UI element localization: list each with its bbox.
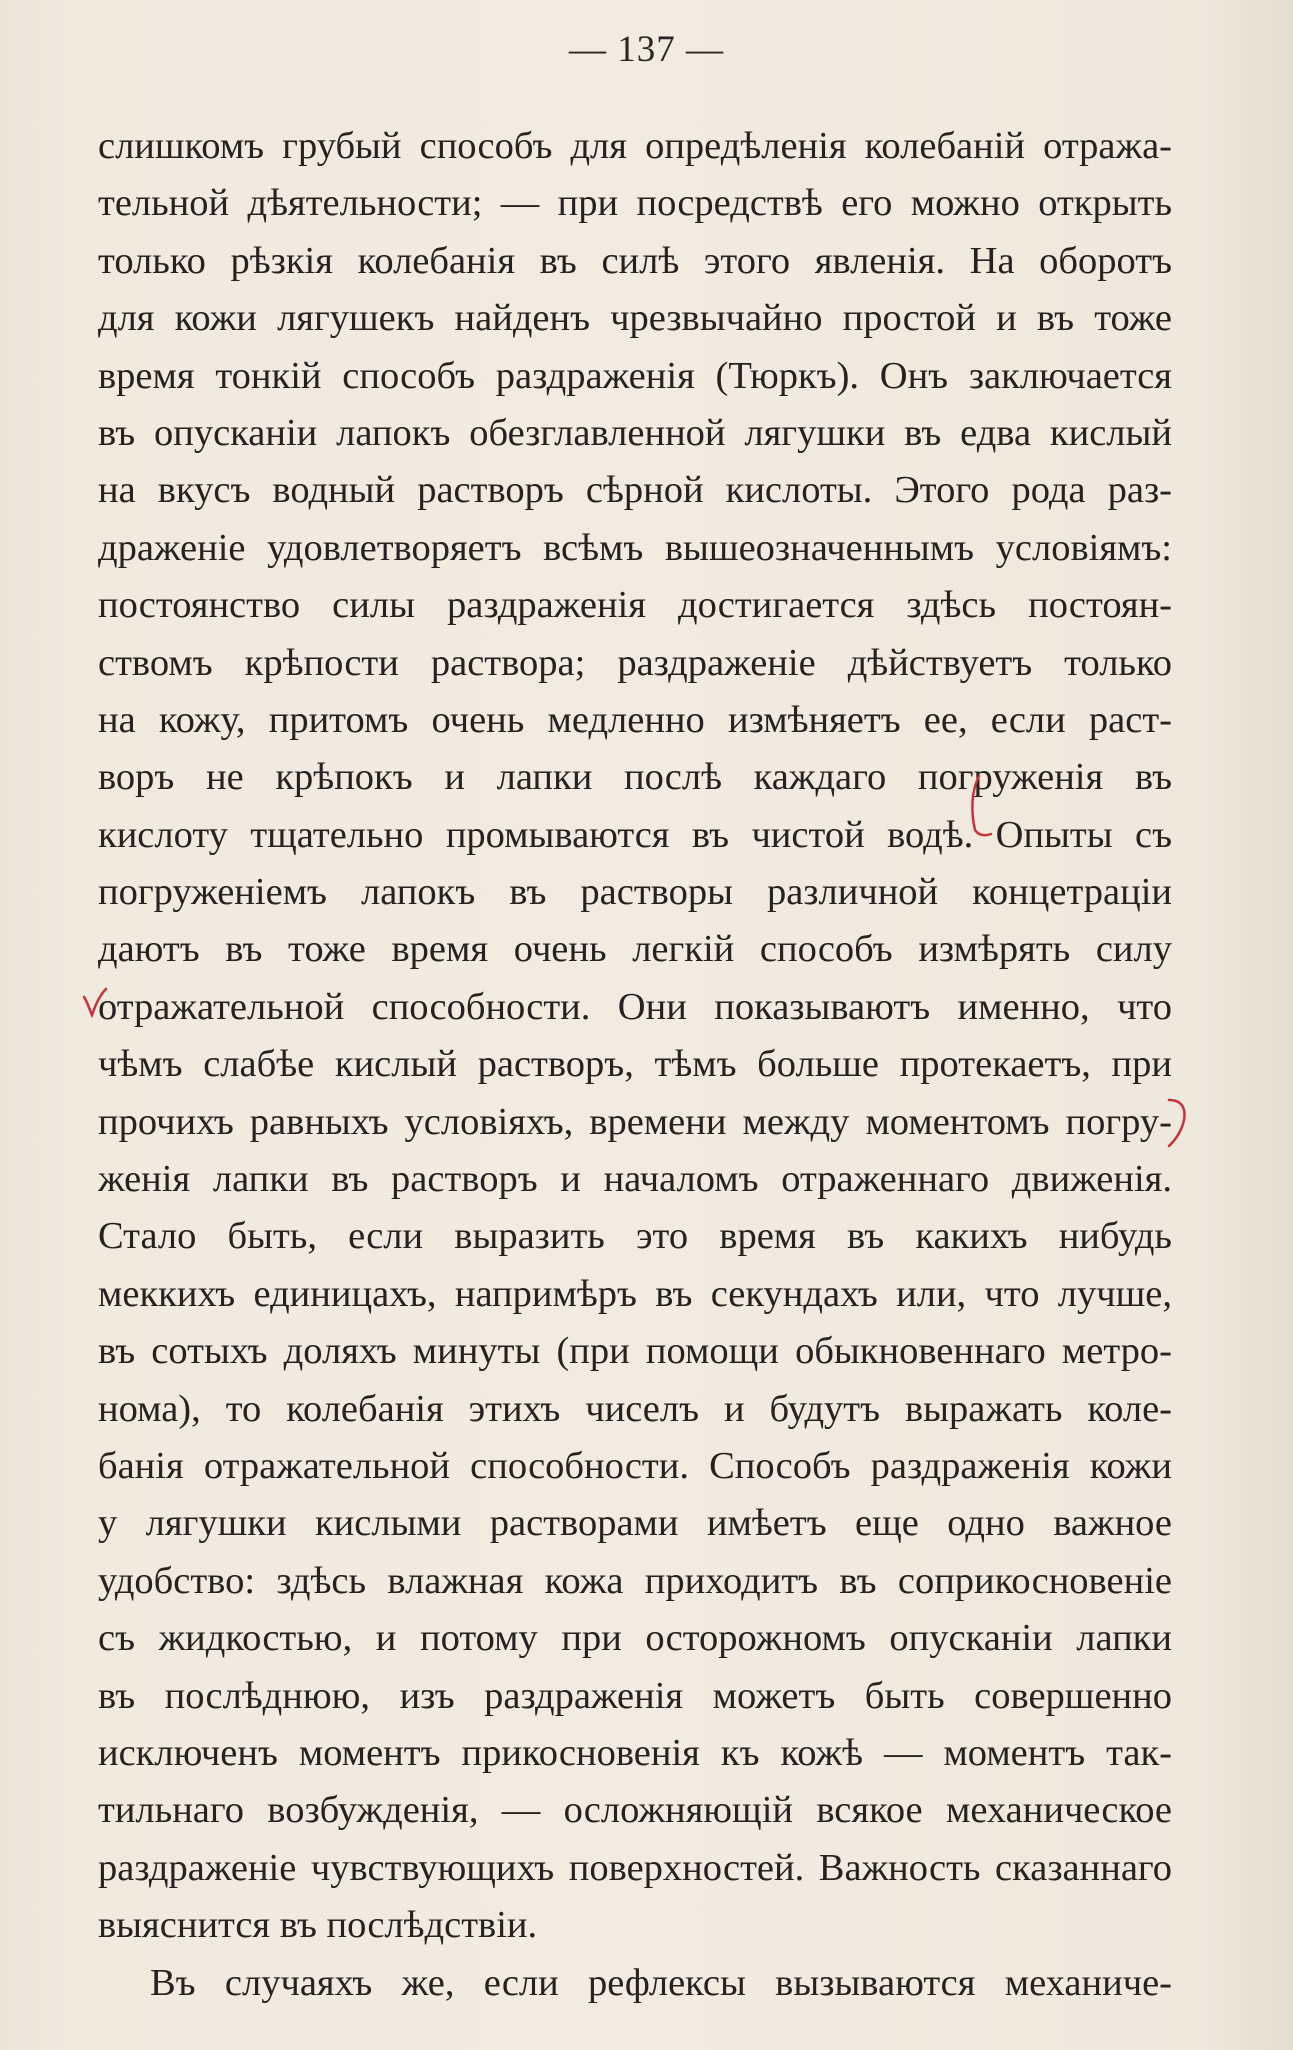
text-line: въ опусканіи лапокъ обезглавленной лягушки въ едва кислый <box>98 411 1172 454</box>
text-line: отражательной способности. Они показываютъ именно, что <box>98 985 1172 1028</box>
text-line: женія лапки въ растворъ и началомъ отраженнаго движенія. <box>98 1158 1172 1201</box>
text-line: нома), то колебанія этихъ чиселъ и будутъ выражать коле- <box>98 1387 1172 1430</box>
text-line: въ послѣднюю, изъ раздраженія можетъ быть совершенно <box>98 1674 1172 1717</box>
text-line: драженіе удовлетворяетъ всѣмъ вышеозначеннымъ условіямъ: <box>98 526 1172 569</box>
text-line: ствомъ крѣпости раствора; раздраженіе дѣйствуетъ только <box>98 641 1172 684</box>
text-line: у лягушки кислыми растворами имѣетъ еще одно важное <box>98 1502 1172 1545</box>
paragraph-end-line: выяснится въ послѣдствіи. <box>98 1904 538 1947</box>
text-line: для кожи лягушекъ найденъ чрезвычайно простой и въ тоже <box>98 297 1172 340</box>
text-line: чѣмъ слабѣе кислый растворъ, тѣмъ больше протекаетъ, при <box>98 1043 1172 1086</box>
text-line: исключенъ моментъ прикосновенія къ кожѣ — моментъ так- <box>98 1731 1172 1774</box>
text-line: меккихъ единицахъ, напримѣръ въ секундахъ или, что лучше, <box>98 1272 1172 1315</box>
text-line: слишкомъ грубый способъ для опредѣленія колебаній отража- <box>98 125 1172 167</box>
text-line: тильнаго возбужденія, — осложняющій всякое механическое <box>98 1789 1172 1832</box>
text-line: на вкусъ водный растворъ сѣрной кислоты. Этого рода раз- <box>98 469 1172 512</box>
text-line: воръ не крѣпокъ и лапки послѣ каждаго погруженія въ <box>98 756 1172 799</box>
text-line: раздраженіе чувствующихъ поверхностей. Важность сказаннаго <box>98 1846 1172 1889</box>
paragraph-start-line: Въ случаяхъ же, если рефлексы вызываются механиче- <box>150 1961 1172 2004</box>
text-line: прочихъ равныхъ условіяхъ, времени между моментомъ погру- <box>98 1100 1172 1143</box>
text-line: постоянство силы раздраженія достигается здѣсь постоян- <box>98 584 1172 627</box>
text-line: погруженіемъ лапокъ въ растворы различной концетраціи <box>98 871 1172 914</box>
text-line: на кожу, притомъ очень медленно измѣняетъ ее, если раст- <box>98 698 1172 741</box>
text-line: банія отражательной способности. Способъ раздраженія кожи <box>98 1444 1172 1487</box>
page-number: — 137 — <box>569 29 724 70</box>
text-line: въ сотыхъ доляхъ минуты (при помощи обыкновеннаго метро- <box>98 1330 1172 1373</box>
text-line: даютъ въ тоже время очень легкій способъ измѣрять силу <box>98 928 1172 971</box>
text-line: Стало быть, если выразить это время въ какихъ нибудь <box>98 1215 1172 1258</box>
text-line: тельной дѣятельности; — при посредствѣ его можно открыть <box>98 182 1172 225</box>
text-line: кислоту тщательно промываются въ чистой водѣ. Опыты съ <box>98 813 1172 856</box>
text-line: время тонкій способъ раздраженія (Тюркъ). Онъ заключается <box>98 354 1172 397</box>
text-line: удобство: здѣсь влажная кожа приходитъ въ соприкосновеніе <box>98 1559 1172 1602</box>
text-line: только рѣзкія колебанія въ силѣ этого явленія. На оборотъ <box>98 239 1172 282</box>
text-line: съ жидкостью, и потому при осторожномъ опусканіи лапки <box>98 1617 1172 1660</box>
body-text <box>98 118 1172 2012</box>
